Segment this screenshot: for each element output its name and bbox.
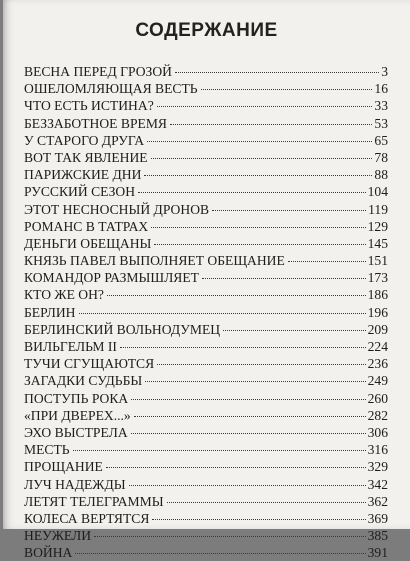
toc-entry-title: ВОЙНА (24, 545, 73, 561)
toc-entry-title: ТУЧИ СГУЩАЮТСЯ (24, 356, 155, 372)
toc-entry-title: ЛЕТЯТ ТЕЛЕГРАММЫ (24, 493, 164, 509)
toc-entry-title: ЭХО ВЫСТРЕЛА (24, 424, 128, 440)
dot-leader (73, 446, 366, 451)
toc-entry (24, 441, 388, 458)
toc-entry-page-number: 362 (367, 493, 388, 509)
dot-leader (201, 85, 373, 90)
dot-leader (79, 309, 366, 314)
toc-entry-page-number: 316 (367, 442, 388, 458)
toc-entry (24, 80, 388, 97)
toc-entry (24, 63, 388, 80)
toc-entry-page-number: 129 (367, 218, 388, 234)
toc-entry-page-number: 209 (367, 321, 388, 337)
toc-entry-title: БЕРЛИНСКИЙ ВОЛЬНОДУМЕЦ (24, 321, 221, 337)
toc-entry (24, 510, 388, 527)
toc-entry (24, 201, 388, 218)
toc-entry-page-number: 151 (367, 253, 388, 269)
dot-leader (157, 102, 373, 107)
dot-leader (202, 274, 366, 279)
toc-entry-title: БЕРЛИН (24, 304, 76, 320)
toc-entry-page-number: 224 (367, 339, 388, 354)
toc-entry (24, 132, 388, 149)
toc-entry-title: «ПРИ ДВЕРЕХ...» (24, 407, 131, 423)
toc-entry-title: У СТАРОГО ДРУГА (24, 132, 145, 148)
toc-entry (24, 407, 388, 424)
dot-leader (106, 463, 366, 468)
dot-leader (144, 171, 372, 176)
toc-entry-page-number: 306 (367, 424, 388, 440)
toc-entry (24, 269, 388, 286)
toc-entry (24, 476, 388, 493)
toc-entry-page-number: 33 (374, 98, 388, 114)
toc-entry (24, 166, 388, 183)
toc-entry-title: КТО ЖЕ ОН? (24, 287, 104, 303)
dot-leader (107, 291, 366, 296)
toc-entry-page-number: 369 (367, 510, 388, 526)
toc-entry-title: КОМАНДОР РАЗМЫШЛЯЕТ (24, 270, 199, 286)
dot-leader (167, 498, 366, 503)
toc-entry-title: ЛУЧ НАДЕЖДЫ (24, 476, 126, 492)
dot-leader (154, 240, 365, 245)
dot-leader (120, 343, 366, 348)
toc-entry-page-number: 78 (374, 149, 388, 165)
toc-entry-title: ВОТ ТАК ЯВЛЕНИЕ (24, 149, 148, 165)
toc-entry-title: ВИЛЬГЕЛЬМ II (24, 339, 117, 354)
table-of-contents (24, 63, 388, 561)
toc-entry-page-number: 88 (374, 167, 388, 183)
dot-leader (175, 68, 379, 73)
toc-entry (24, 97, 388, 114)
toc-entry-page-number: 145 (367, 235, 388, 251)
toc-entry-title: ПАРИЖСКИЕ ДНИ (24, 167, 142, 183)
dot-leader (131, 395, 365, 400)
toc-entry-title: МЕСТЬ (24, 442, 70, 458)
toc-entry-title: ПОСТУПЬ РОКА (24, 390, 129, 406)
toc-entry-title: НЕУЖЕЛИ (24, 528, 92, 544)
toc-entry (24, 115, 388, 132)
dot-leader (152, 515, 365, 520)
toc-entry-page-number: 173 (367, 270, 388, 286)
dot-leader (94, 532, 366, 537)
toc-entry (24, 235, 388, 252)
toc-entry (24, 149, 388, 166)
toc-entry-page-number: 65 (374, 132, 388, 148)
toc-entry-page-number: 186 (367, 287, 388, 303)
toc-entry-title: РОМАНС В ТАТРАХ (24, 218, 149, 234)
toc-entry-page-number: 236 (367, 356, 388, 372)
book-page (3, 0, 410, 561)
dot-leader (223, 326, 365, 331)
toc-entry (24, 338, 388, 355)
toc-entry-title: ОШЕЛОМЛЯЮЩАЯ ВЕСТЬ (24, 81, 198, 97)
toc-entry-title: ВЕСНА ПЕРЕД ГРОЗОЙ (24, 64, 172, 79)
toc-entry (24, 458, 388, 475)
dot-leader (288, 257, 366, 262)
dot-leader (129, 481, 366, 486)
dot-leader (134, 412, 366, 417)
toc-entry-page-number: 391 (367, 545, 388, 561)
toc-entry (24, 527, 388, 544)
dot-leader (75, 549, 365, 554)
toc-entry-title: КНЯЗЬ ПАВЕЛ ВЫПОЛНЯЕТ ОБЕЩАНИЕ (24, 253, 285, 269)
toc-entry (24, 372, 388, 389)
toc-entry-page-number: 385 (367, 528, 388, 544)
toc-entry-page-number: 282 (367, 407, 388, 423)
toc-entry-page-number: 249 (367, 373, 388, 389)
toc-entry (24, 252, 388, 269)
dot-leader (131, 429, 366, 434)
toc-entry-page-number: 16 (374, 81, 388, 97)
toc-entry (24, 544, 388, 561)
toc-entry (24, 321, 388, 338)
dot-leader (157, 360, 365, 365)
toc-entry (24, 390, 388, 407)
toc-entry (24, 218, 388, 235)
toc-entry-page-number: 329 (367, 459, 388, 475)
toc-entry-title: ЭТОТ НЕСНОСНЫЙ ДРОНОВ (24, 201, 210, 217)
toc-entry (24, 183, 388, 200)
toc-entry (24, 424, 388, 441)
toc-entry-page-number: 53 (374, 115, 388, 131)
toc-entry-title: ДЕНЬГИ ОБЕЩАНЫ (24, 235, 152, 251)
toc-entry-title: ЗАГАДКИ СУДЬБЫ (24, 373, 143, 389)
dot-leader (138, 188, 366, 193)
toc-entry-page-number: 119 (368, 201, 388, 217)
toc-entry (24, 286, 388, 303)
toc-entry-page-number: 260 (367, 390, 388, 406)
dot-leader (170, 120, 372, 125)
toc-entry-page-number: 342 (367, 476, 388, 492)
toc-entry-page-number: 196 (367, 304, 388, 320)
dot-leader (151, 154, 373, 159)
toc-entry-page-number: 3 (381, 64, 388, 79)
toc-entry (24, 304, 388, 321)
toc-entry-title: РУССКИЙ СЕЗОН (24, 184, 136, 200)
toc-entry-page-number: 104 (367, 184, 388, 200)
toc-entry (24, 493, 388, 510)
toc-entry-title: БЕЗЗАБОТНОЕ ВРЕМЯ (24, 115, 167, 131)
dot-leader (151, 223, 365, 228)
toc-entry-title: КОЛЕСА ВЕРТЯТСЯ (24, 510, 150, 526)
toc-entry-title: ЧТО ЕСТЬ ИСТИНА? (24, 98, 154, 114)
page-title: СОДЕРЖАНИЕ (135, 20, 278, 41)
dot-leader (212, 206, 366, 211)
dot-leader (145, 377, 365, 382)
dot-leader (147, 137, 372, 142)
toc-entry (24, 355, 388, 372)
toc-entry-title: ПРОЩАНИЕ (24, 459, 103, 475)
